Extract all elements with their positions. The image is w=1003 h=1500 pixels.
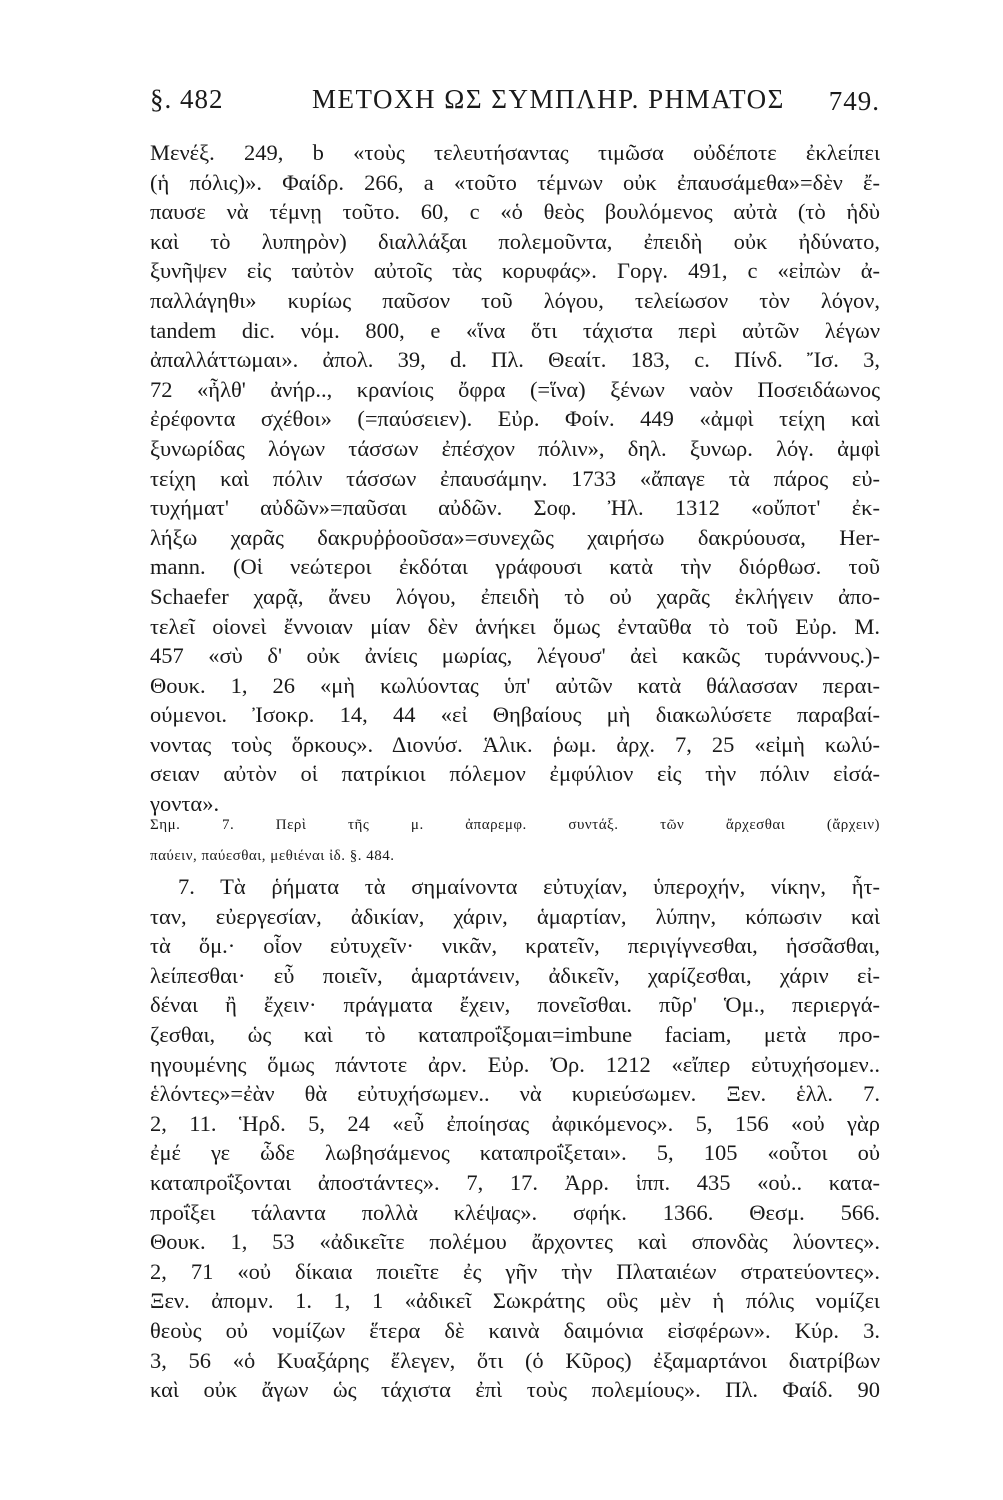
text-line: παυσε νὰ τέμνῃ τοῦτο. 60, c «ὁ θεὸς βουλόμενος αὐτὰ (τὸ ἡδὺ [150,199,880,225]
text-line: ἐρέφοντα σχέθοι» (=παύσειεν). Εὐρ. Φοίν. 449 «ἀμφὶ τείχη καὶ [150,406,880,432]
text-line: θεοὺς οὐ νομίζων ἕτερα δὲ καινὰ δαιμόνια εἰσφέρων». Κύρ. 3. [150,1317,880,1343]
text-line: ξυνωρίδας λόγων τάσσων ἐπέσχον πόλιν», δηλ. ξυνωρ. λόγ. ἀμφὶ [150,435,880,461]
text-line: Ξεν. ἀπομν. 1. 1, 1 «ἀδικεῖ Σωκράτης οὓς μὲν ἡ πόλις νομίζει [150,1288,880,1314]
note-line: παύειν, παύεσθαι, μεθιέναι ἰδ. §. 484. [150,848,395,864]
text-line: καὶ οὐκ ἄγων ὡς τάχιστα ἐπὶ τοὺς πολεμίους». Πλ. Φαίδ. 90 [150,1377,880,1403]
text-line: 3, 56 «ὁ Κυαξάρης ἔλεγεν, ὅτι (ὁ Κῦρος) ἐξαμαρτάνοι διατρίβων [150,1347,880,1373]
text-line: καὶ τὸ λυπηρὸν) διαλλάξαι πολεμοῦντα, ἐπειδὴ οὐκ ἠδύνατο, [150,228,880,254]
text-line: τὰ ὅμ.· οἷον εὐτυχεῖν· νικᾶν, κρατεῖν, περιγίγνεσθαι, ἡσσᾶσθαι, [150,933,880,959]
footnote-remark [150,810,880,872]
text-line: ούμενοι. Ἰσοκρ. 14, 44 «εἰ Θηβαίους μὴ διακωλύσετε παραβαί- [150,702,880,728]
text-line: Θουκ. 1, 26 «μὴ κωλύοντας ὑπ' αὐτῶν κατὰ θάλασσαν περαι- [150,672,880,698]
section-number: §. 482 [150,84,224,114]
text-line: ἑλόντες»=ἐὰν θὰ εὐτυχήσωμεν.. νὰ κυριεύσωμεν. Ξεν. ἑλλ. 7. [150,1081,880,1107]
running-title: ΜΕΤΟΧΗ ΩΣ ΣΥΜΠΛΗΡ. ΡΗΜΑΤΟΣ [312,84,785,114]
text-line: Μενέξ. 249, b «τοὺς τελευτήσαντας τιμῶσα οὐδέποτε ἐκλείπει [150,140,880,165]
text-line: τελεῖ οἱονεὶ ἔννοιαν μίαν δὲν ἁνήκει ὅμως ἐνταῦθα τὸ τοῦ Εὐρ. Μ. [150,613,880,639]
text-line: 2, 11. Ἡρδ. 5, 24 «εὖ ἐποίησας ἀφικόμενος». 5, 156 «οὐ γὰρ [150,1110,880,1136]
text-line: Schaefer χαρᾷ, ἄνευ λόγου, ἐπειδὴ τὸ οὐ χαρᾶς ἐκλήγειν ἀπο- [150,583,880,609]
running-header [150,84,880,128]
text-line: tandem dic. νόμ. 800, e «ἵνα ὅτι τάχιστα περὶ αὐτῶν λέγων [150,317,880,343]
text-line: ξυνῆψεν εἰς ταὐτὸν αὐτοῖς τὰς κορυφάς». Γοργ. 491, c «εἰπὼν ἀ- [150,258,880,284]
text-line: γοντα». [150,791,220,817]
page-number: 749. [828,86,880,116]
text-line: σειαν αὐτὸν οἱ πατρίκιοι πόλεμον ἐμφύλιον εἰς τὴν πόλιν εἰσά- [150,761,880,787]
text-line: 72 «ἦλθ' ἀνήρ.., κρανίοις ὄφρα (=ἵνα) ξένων ναὸν Ποσειδάωνος [150,376,880,402]
text-line: νοντας τοὺς ὅρκους». Διονύσ. Ἁλικ. ῥωμ. ἀρχ. 7, 25 «εἰμὴ κωλύ- [150,731,880,757]
note-line: Σημ. 7. Περὶ τῆς μ. ἀπαρεμφ. συντάξ. τῶν ἄρχεσθαι (ἄρχειν) [150,817,880,833]
text-line: ἀπαλλάττωμαι». ἀπολ. 39, d. Πλ. Θεαίτ. 183, c. Πίνδ. Ἴσ. 3, [150,347,880,373]
text-line: 2, 71 «οὐ δίκαια ποιεῖτε ἐς γῆν τὴν Πλαταιέων στρατεύοντες». [150,1258,880,1284]
text-line: (ἡ πόλις)». Φαίδρ. 266, a «τοῦτο τέμνων οὐκ ἐπαυσάμεθα»=δὲν ἔ- [150,169,880,195]
paragraph-section-7 [150,872,880,1405]
text-line: mann. (Οἱ νεώτεροι ἐκδόται γράφουσι κατὰ τὴν διόρθωσ. τοῦ [150,554,880,580]
text-line: λείπεσθαι· εὖ ποιεῖν, ἁμαρτάνειν, ἀδικεῖν, χαρίζεσθαι, χάριν εἰ- [150,962,880,988]
text-line: λήξω χαρᾶς δακρυῤῥοοῦσα»=συνεχῶς χαιρήσω δακρύουσα, Her- [150,524,880,550]
text-line: ζεσθαι, ὡς καὶ τὸ καταπροΐξομαι=imbune faciam, μετὰ προ- [150,1021,880,1047]
text-line: ηγουμένης ὅμως πάντοτε ἀρν. Εὐρ. Ὀρ. 1212 «εἴπερ εὐτυχήσομεν.. [150,1051,880,1077]
text-line: τείχη καὶ πόλιν τάσσων ἐπαυσάμην. 1733 «ἄπαγε τὰ πάρος εὐ- [150,465,880,491]
text-line: Θουκ. 1, 53 «ἀδικεῖτε πολέμου ἄρχοντες καὶ σπονδὰς λύοντες». [150,1229,880,1255]
paragraph-citations [150,138,880,819]
text-line: ταν, εὐεργεσίαν, ἀδικίαν, χάριν, ἁμαρτίαν, λύπην, κόπωσιν καὶ [150,903,880,929]
text-line: δέναι ἢ ἔχειν· πράγματα ἔχειν, πονεῖσθαι. πῦρ' Ὁμ., περιεργά- [150,992,880,1018]
text-line: τυχήματ' αὐδῶν»=παῦσαι αὐδῶν. Σοφ. Ἠλ. 1312 «οὔποτ' ἐκ- [150,495,880,521]
text-line: 457 «σὺ δ' οὐκ ἀνίεις μωρίας, λέγουσ' ἀεὶ κακῶς τυράννους.)- [150,643,880,669]
text-line: καταπροΐξονται ἀποστάντες». 7, 17. Ἀρρ. ἱππ. 435 «οὐ.. κατα- [150,1169,880,1195]
text-line: ἐμέ γε ὧδε λωβησάμενος καταπροΐξεται». 5, 105 «οὗτοι οὐ [150,1140,880,1166]
text-line: 7. Τὰ ῥήματα τὰ σημαίνοντα εὐτυχίαν, ὑπεροχήν, νίκην, ἧτ- [178,874,880,899]
text-line: προΐξει τάλαντα πολλὰ κλέψας». σφήκ. 1366. Θεσμ. 566. [150,1199,880,1225]
text-line: παλλάγηθι» κυρίως παῦσον τοῦ λόγου, τελείωσον τὸν λόγον, [150,287,880,313]
